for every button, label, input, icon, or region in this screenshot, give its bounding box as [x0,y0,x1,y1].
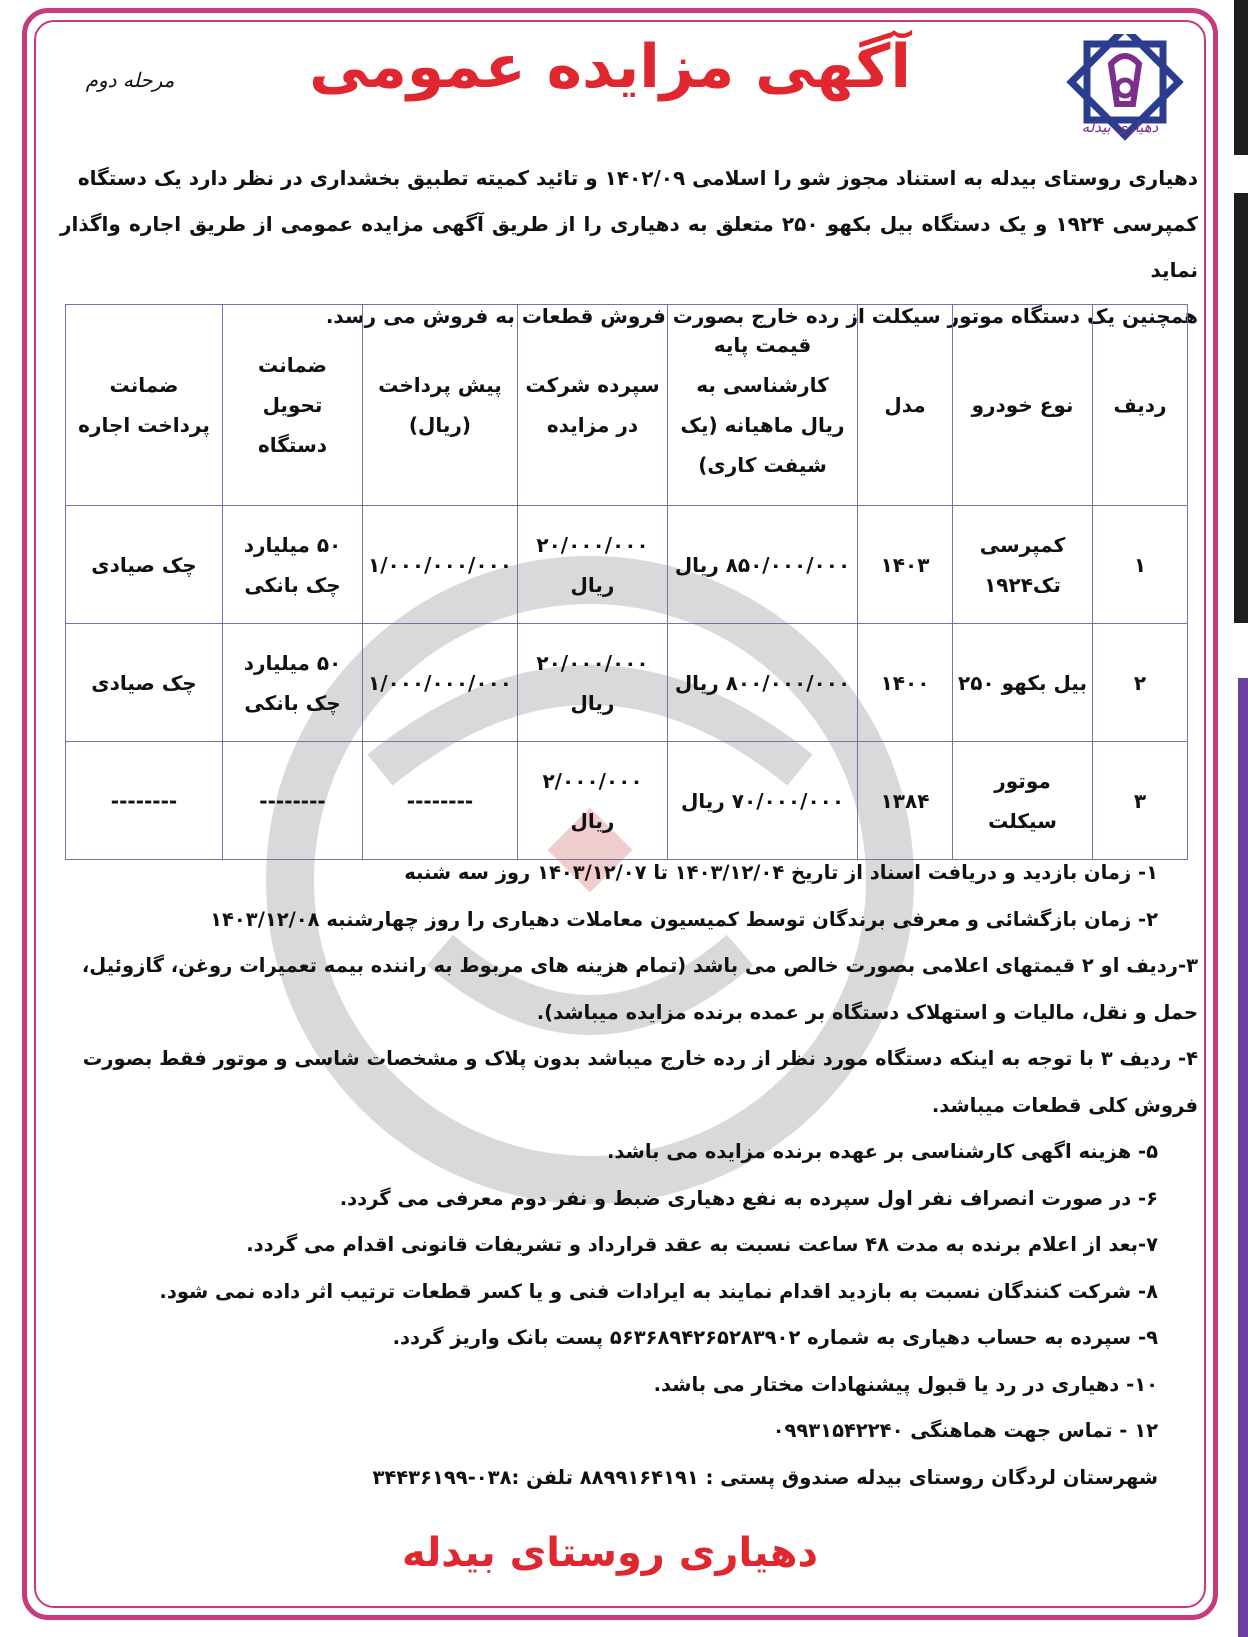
note-item: ۳-ردیف او ۲ قیمتهای اعلامی بصورت خالص می باشد (تمام هزینه های مربوط به راننده بیمه تعمیرات روغن، گازوئیل، [81,954,1198,977]
cell-vehicle: بیل بکهو ۲۵۰ [953,624,1093,742]
cell-base-price: ۸۰۰/۰۰۰/۰۰۰ ریال [668,624,858,742]
note-item: ۵- هزینه اگهی کارشناسی بر عهده برنده مزایده می باشد. [607,1140,1158,1163]
cell-delivery-guarantee: ۵۰ میلیارد چک بانکی [223,624,363,742]
note-item: ۷-بعد از اعلام برنده به مدت ۴۸ ساعت نسبت به عقد قرارداد و تشریفات قانونی اقدام می گردد. [246,1233,1158,1256]
cell-base-price: ۷۰/۰۰۰/۰۰۰ ریال [668,742,858,860]
cell-model: ۱۴۰۳ [858,506,953,624]
edge-bar-top [1234,0,1248,155]
table-row [66,506,1188,624]
edge-bar-lower [1238,678,1248,1637]
cell-prepayment: ۱/۰۰۰/۰۰۰/۰۰۰ [363,506,518,624]
note-item: ۲- زمان بازگشائی و معرفی برندگان توسط کمیسیون معاملات دهیاری را روز چهارشنبه ۱۴۰۳/۱۲/۰۸ [210,907,1158,931]
notes-list [55,850,1198,1501]
cell-base-price: ۸۵۰/۰۰۰/۰۰۰ ریال [668,506,858,624]
table-row [66,624,1188,742]
cell-delivery-guarantee: -------- [223,742,363,860]
note-item: ۱۲ - تماس جهت هماهنگی ۰۹۹۳۱۵۴۲۲۴۰ [772,1419,1158,1442]
cell-model: ۱۴۰۰ [858,624,953,742]
header-model: مدل [858,305,953,506]
note-item-continued: حمل و نقل، مالیات و استهلاک دستگاه بر عمده برنده مزایده میباشد). [536,1000,1198,1024]
cell-model: ۱۳۸۴ [858,742,953,860]
cell-prepayment: -------- [363,742,518,860]
header-delivery-guarantee: ضمانت تحویل دستگاه [223,305,363,506]
header-prepayment: پیش پرداخت (ریال) [363,305,518,506]
cell-row-no: ۲ [1093,624,1188,742]
cell-vehicle: کمپرسی تک۱۹۲۴ [953,506,1093,624]
note-item: ۱- زمان بازدید و دریافت اسناد از تاریخ ۱۴۰۳/۱۲/۰۴ تا ۱۴۰۳/۱۲/۰۷ روز سه شنبه [404,861,1158,884]
cell-vehicle: موتور سیکلت [953,742,1093,860]
cell-prepayment: ۱/۰۰۰/۰۰۰/۰۰۰ [363,624,518,742]
intro-line: همچنین یک دستگاه موتور سیکلت از رده خارج بصورت فروش قطعات به فروش می رسد. [325,304,1198,328]
auction-table [65,304,1188,860]
table-header-row [66,305,1188,506]
edge-bar-middle [1234,193,1248,623]
cell-rent-guarantee: چک صیادی [66,624,223,742]
cell-delivery-guarantee: ۵۰ میلیارد چک بانکی [223,506,363,624]
stage-label: مرحله دوم [85,68,175,92]
intro-line: کمپرسی ۱۹۲۴ و یک دستگاه بیل بکهو ۲۵۰ متعلق به دهیاری را از طریق آگهی مزایده عمومی از طریق اجاره واگذار نماید [60,212,1198,282]
header-row-no: ردیف [1093,305,1188,506]
footer-signature: دهیاری روستای بیدله [401,1530,819,1576]
cell-row-no: ۱ [1093,506,1188,624]
cell-deposit: ۲۰/۰۰۰/۰۰۰ ریال [518,506,668,624]
header-base-price: قیمت پایه کارشناسی به ریال ماهیانه (یک شیفت کاری) [668,305,858,506]
logo-caption: دهیاری بیدله [1081,118,1159,136]
header-deposit: سپرده شرکت در مزایده [518,305,668,506]
note-item-continued: فروش کلی قطعات میباشد. [931,1093,1198,1117]
contact-address: شهرستان لردگان روستای بیدله صندوق پستی : ۸۸۹۹۱۶۴۱۹۱ تلفن :۰۳۸-۳۴۴۳۶۱۹۹ [372,1465,1158,1489]
table-row [66,742,1188,860]
cell-rent-guarantee: -------- [66,742,223,860]
cell-deposit: ۲۰/۰۰۰/۰۰۰ ریال [518,624,668,742]
note-item: ۴- ردیف ۳ با توجه به اینکه دستگاه مورد نظر از رده خارج میباشد بدون پلاک و مشخصات شاسی و موتور فقط بصورت [82,1047,1198,1070]
note-item: ۶- در صورت انصراف نفر اول سپرده به نفع دهیاری ضبط و نفر دوم معرفی می گردد. [339,1186,1158,1210]
note-item: ۸- شرکت کنندگان نسبت به بازدید اقدام نمایند به ایرادات فنی و یا کسر قطعات ترتیب اثر داده نمی شود. [159,1279,1158,1303]
note-item: ۹- سپرده به حساب دهیاری به شماره ۵۶۳۶۸۹۴۲۶۵۲۸۳۹۰۲ پست بانک واریز گردد. [392,1326,1158,1349]
header-rent-guarantee: ضمانت پرداخت اجاره [66,305,223,506]
note-item: ۱۰- دهیاری در رد یا قبول پیشنهادات مختار می باشد. [653,1372,1158,1396]
cell-row-no: ۳ [1093,742,1188,860]
intro-line: دهیاری روستای بیدله به استناد مجوز شو را اسلامی ۱۴۰۲/۰۹ و تائید کمیته تطبیق بخشداری در نظر دارد یک دستگاه [77,166,1198,190]
page-title: آگهی مزایده عمومی [309,32,911,102]
header-vehicle: نوع خودرو [953,305,1093,506]
cell-deposit: ۲/۰۰۰/۰۰۰ ریال [518,742,668,860]
cell-rent-guarantee: چک صیادی [66,506,223,624]
